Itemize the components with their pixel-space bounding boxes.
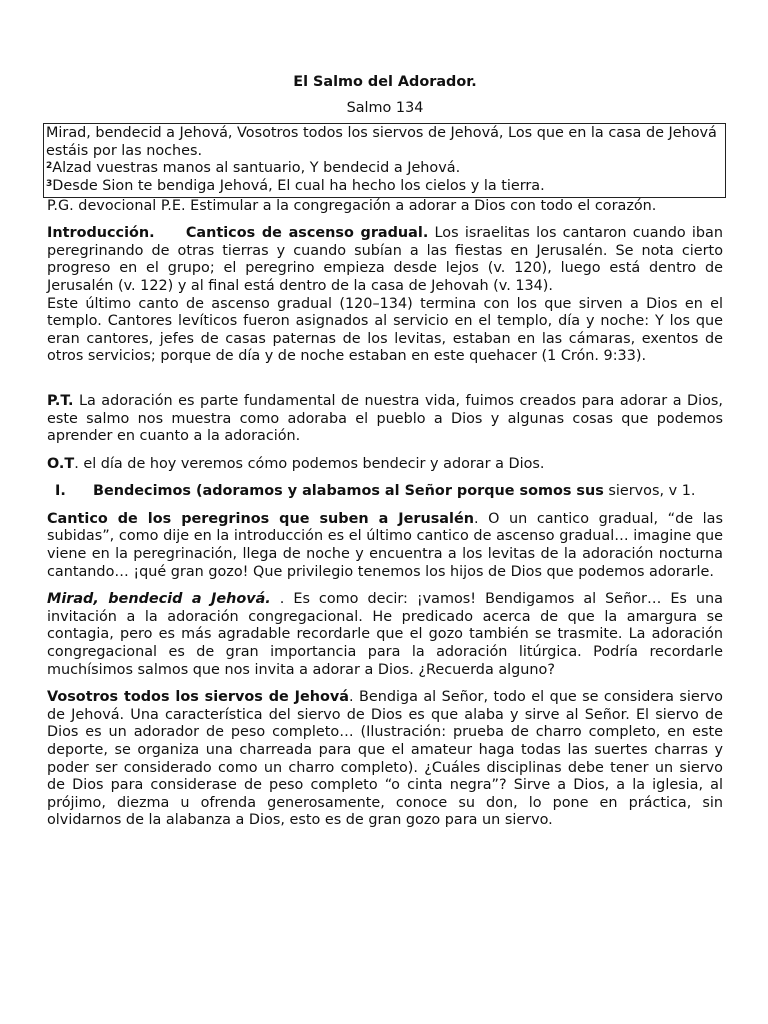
verse-3 — [46, 178, 719, 196]
pt-label: P.T. — [47, 392, 74, 409]
intro-text: Los israelitas los cantaron cuando iban peregrinando de otras tierras y cuando subían a las fiestas en Jerusalén. Se nota cierto progreso en el grupo; el peregrino empieza desde lejos (v. 120), luego está dentro de Jerusalén (v. 122) y al final está dentro de la casa de Jehovah (v. 134). — [47, 225, 723, 294]
pt-paragraph — [47, 393, 723, 446]
verse-1: Mirad, bendecid a Jehová, Vosotros todos los siervos de Jehová, Los que en la casa de Jehová estáis por las noches. — [46, 125, 717, 159]
intro-paragraph-2: Este último canto de ascenso gradual (120–134) termina con los que sirven a Dios en el templo. Cantores levíticos fueron asignados al servicio en el templo, día y noche: Y los que eran cantores, jefes de casas paternas de los levitas, estaban en las cámaras, exentos de otros servicios; porque de día y de noche estaban en este quehacer (1 Crón. 9:33). — [47, 295, 723, 365]
vosotros-paragraph — [47, 689, 723, 830]
cantico-text: . O un cantico gradual, “de las subidas”, como dije en la introducción es el último cantico de ascenso gradual… imagine que viene en la peregrinación, llega de noche y encuentra a los levitas de la adoración nocturna cantando… ¡qué gran gozo! Que privilegio tenemos los hijos de Dios que podemos adorarle. — [47, 510, 723, 580]
section-1-rest: siervos, v 1. — [603, 483, 696, 500]
mirad-text: . Es como decir: ¡vamos! Bendigamos al Señor… Es una invitación a la adoración congregacional. He predicado acerca de que la amargura se contagia, pero es más agradable recordarle que el gozo también se trasmite. La adoración congregacional es de gran importancia para la adoración litúrgica. Podría recordarle muchísimos salmos que nos invita a adorar a Dios. ¿Recuerda alguno? — [47, 591, 723, 678]
vosotros-text: . Bendiga al Señor, todo el que se considera siervo de Jehová. Una característica del siervo de Dios es que alaba y sirve al Señor. El siervo de Dios es un adorador de peso completo… (Ilustración: prueba de charro completo, en este deporte, se organiza una charreada para que el amateur haga todas las suertes charras y poder ser considerado como un charro completo). ¿Cuáles disciplinas debe tener un siervo de Dios para considerase de peso completo “o cinta negra”? Sirve a Dios, a la iglesia, al prójimo, diezma u ofrenda generosamente, conoce su don, lo pone en práctica, sin olvidarnos de la alabanza a Dios, esto es de gran gozo para un siervo. — [47, 689, 723, 829]
ot-label: O.T — [47, 455, 75, 472]
ot-paragraph — [47, 456, 723, 474]
document-content — [47, 74, 723, 830]
document-title: El Salmo del Adorador. — [293, 74, 477, 90]
verse-3-number: 3 — [46, 178, 53, 189]
section-1-title: Bendecimos (adoramos y alabamos al Señor porque somos sus — [93, 483, 604, 500]
verse-2 — [46, 160, 719, 178]
pg-line: P.G. devocional P.E. Estimular a la congregación a adorar a Dios con todo el corazón. — [47, 197, 657, 214]
cantico-paragraph — [47, 511, 723, 581]
verse-2-text: Alzad vuestras manos al santuario, Y bendecid a Jehová. — [52, 160, 461, 177]
intro-paragraph — [47, 225, 723, 295]
verse-2-number: 2 — [46, 161, 53, 172]
intro-label: Introducción. — [47, 225, 155, 242]
intro-heading: Canticos de ascenso gradual. — [185, 225, 429, 242]
ot-text: . el día de hoy veremos cómo podemos bendecir y adorar a Dios. — [74, 455, 545, 472]
document-subtitle: Salmo 134 — [346, 99, 424, 116]
vosotros-lead: Vosotros todos los siervos de Jehová — [47, 689, 349, 706]
scripture-box — [43, 123, 726, 197]
cantico-lead: Cantico de los peregrinos que suben a Jerusalén — [47, 510, 474, 527]
mirad-paragraph — [47, 591, 723, 679]
pt-text: La adoración es parte fundamental de nuestra vida, fuimos creados para adorar a Dios, este salmo nos muestra como adoraba el pueblo a Dios y algunas cosas que podemos aprender en cuanto a la adoración. — [47, 392, 723, 445]
section-1-numeral: I. — [55, 483, 66, 500]
section-1-heading — [47, 483, 723, 501]
verse-3-text: Desde Sion te bendiga Jehová, El cual ha hecho los cielos y la tierra. — [52, 177, 545, 194]
mirad-lead: Mirad, bendecid a Jehová. — [47, 591, 271, 608]
